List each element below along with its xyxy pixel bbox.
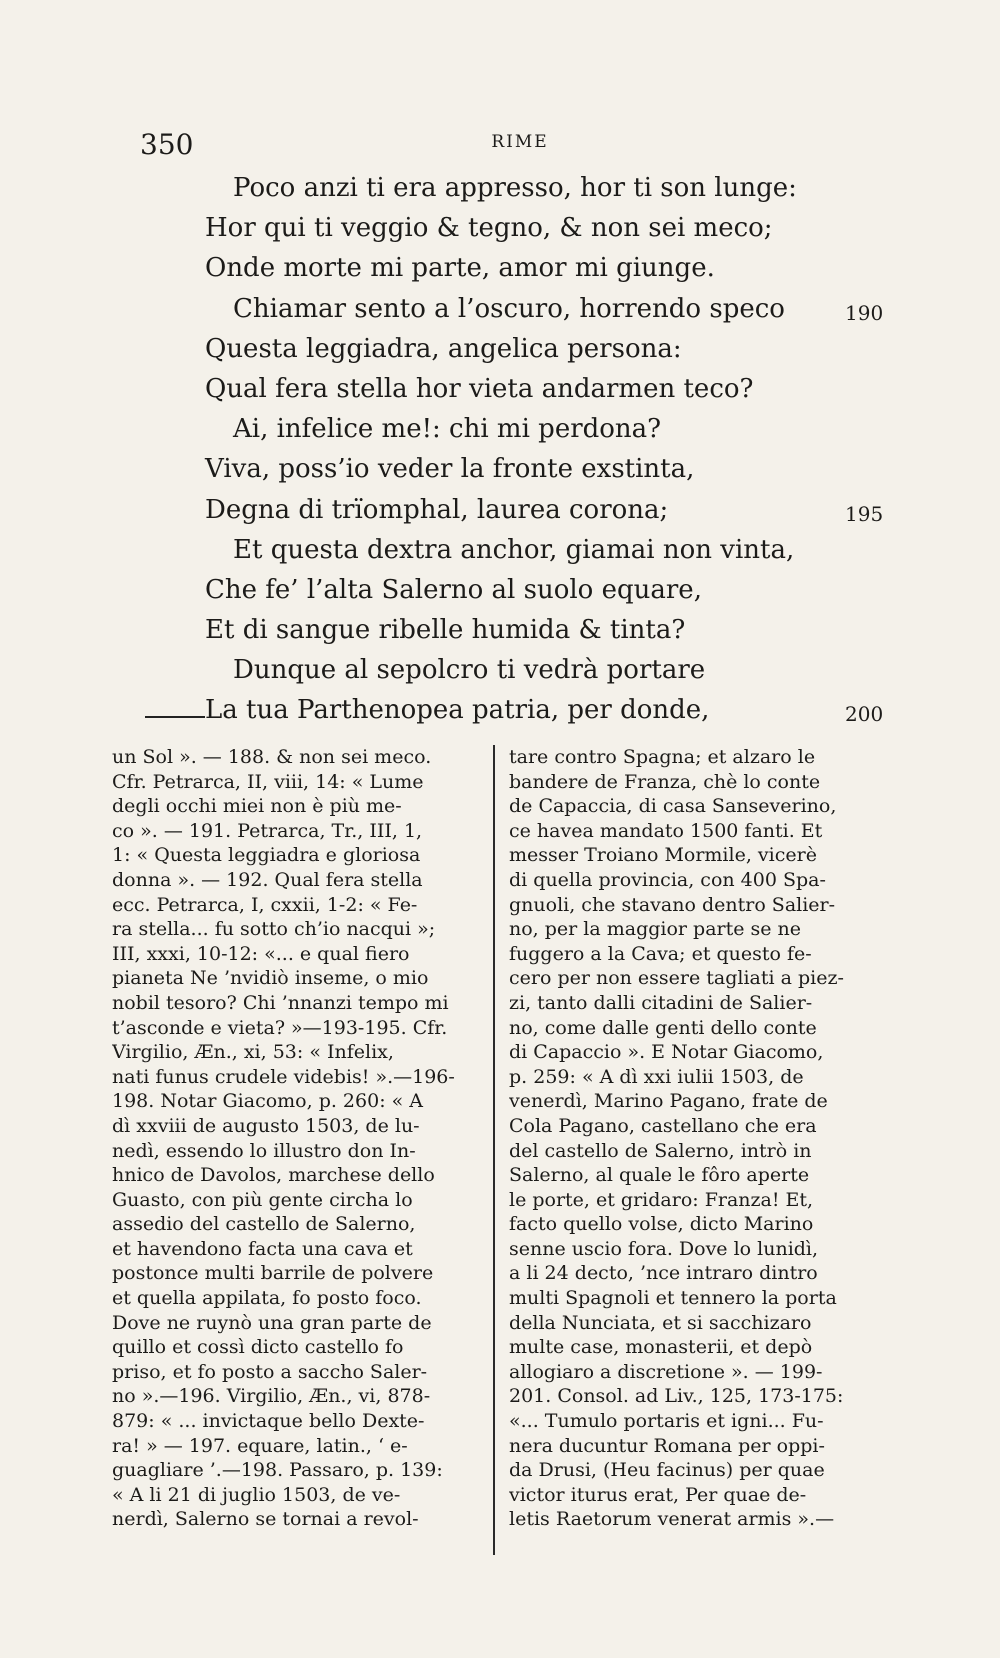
verse-line: [205, 289, 925, 329]
footnote-line: tare contro Spagna; et alzaro le: [509, 746, 816, 768]
footnote-line: no ».—196. Virgilio, Æn., vi, 878-: [112, 1385, 431, 1408]
footnote-line: zi, tanto dalli citadini de Salier-: [509, 991, 813, 1014]
verse-number: 200: [845, 702, 884, 727]
footnote-line: ce havea mandato 1500 fanti. Et: [509, 819, 823, 842]
footnote-line: cero per non essere tagliati a piez-: [509, 967, 844, 990]
verse-text: Et di sangue ribelle humida & tinta?: [205, 615, 686, 646]
verse-number: 195: [845, 501, 884, 526]
verse-line: [205, 369, 925, 409]
verse-text: Questa leggiadra, angelica persona:: [205, 333, 682, 364]
footnote-line: III, xxxi, 10-12: «... e qual fiero: [112, 942, 410, 965]
verse-line: [205, 329, 925, 369]
footnote-line: 201. Consol. ad Liv., 125, 173-175:: [509, 1385, 844, 1408]
footnote-line: quillo et cossì dicto castello fo: [112, 1336, 404, 1359]
footnote-line: dì xxviii de augusto 1503, de lu-: [112, 1114, 420, 1137]
footnote-line: letis Raetorum venerat armis ».—: [509, 1508, 835, 1531]
footnote-line: da Drusi, (Heu facinus) per quae: [509, 1459, 825, 1482]
footnote-line: nerdì, Salerno se tornai a revol-: [112, 1508, 419, 1531]
footnote-line: Guasto, con più gente circha lo: [112, 1188, 413, 1211]
footnote-line: Dove ne ruynò una gran parte de: [112, 1311, 432, 1334]
footnote-line: no, come dalle genti dello conte: [509, 1016, 817, 1039]
footnote-line: venerdì, Marino Pagano, frate de: [509, 1090, 828, 1113]
footnote-line: gnuoli, che stavano dentro Salier-: [509, 893, 836, 916]
verse-text: Hor qui ti veggio & tegno, & non sei meco;: [205, 213, 773, 244]
footnotes: [112, 745, 892, 1605]
footnote-line: multe case, monasterii, et depò: [509, 1336, 813, 1359]
verse-line: [205, 690, 925, 730]
footnotes-right-column: [509, 745, 895, 1595]
footnote-line: de Capaccia, di casa Sanseverino,: [509, 795, 837, 818]
verse-line: [205, 530, 925, 570]
footnote-line: senne uscio fora. Dove lo lunidì,: [509, 1237, 819, 1260]
verse-line: [205, 610, 925, 650]
verse-text: Et questa dextra anchor, giamai non vinta,: [233, 534, 795, 565]
footnote-line: «... Tumulo portaris et igni... Fu-: [509, 1410, 824, 1433]
footnote-line: guagliare ’.—198. Passaro, p. 139:: [112, 1459, 443, 1482]
footnote-line: no, per la maggior parte se ne: [509, 918, 802, 941]
verse-number: 190: [845, 300, 884, 325]
footnote-line: di Capaccio ». E Notar Giacomo,: [509, 1041, 824, 1064]
footnote-line: un Sol ». — 188. & non sei meco.: [112, 746, 432, 768]
footnote-line: Virgilio, Æn., xi, 53: « Infelix,: [112, 1041, 394, 1064]
footnote-line: victor iturus erat, Per quae de-: [509, 1483, 807, 1506]
footnote-line: et havendono facta una cava et: [112, 1237, 413, 1260]
footnote-line: multi Spagnoli et tennero la porta: [509, 1287, 837, 1310]
footnote-line: degli occhi miei non è più me-: [112, 795, 402, 818]
verse-line: [205, 168, 925, 208]
footnote-line: di quella provincia, con 400 Spa-: [509, 868, 826, 891]
footnote-line: postonce multi barrile de polvere: [112, 1262, 434, 1285]
column-divider: [493, 745, 495, 1555]
footnote-line: allogiaro a discretione ». — 199-: [509, 1360, 823, 1383]
verse-text: Viva, poss’io veder la fronte exstinta,: [205, 454, 695, 485]
footnote-line: p. 259: « A dì xxi iulii 1503, de: [509, 1065, 804, 1088]
footnote-line: t’asconde e vieta? »—193-195. Cfr.: [112, 1016, 448, 1039]
verse-line: [205, 570, 925, 610]
verse-text: Ai, infelice me!: chi mi perdona?: [233, 414, 662, 445]
footnote-line: ra stella... fu sotto ch’io nacqui »;: [112, 918, 436, 941]
footnotes-left-column: [112, 745, 477, 1595]
verse-line: [205, 409, 925, 449]
footnote-line: donna ». — 192. Qual fera stella: [112, 868, 423, 891]
verse-text: La tua Parthenopea patria, per donde,: [205, 695, 710, 726]
footnote-line: assedio del castello de Salerno,: [112, 1213, 416, 1236]
footnote-line: del castello de Salerno, intrò in: [509, 1139, 812, 1162]
verse-text: Che fe’ l’alta Salerno al suolo equare,: [205, 574, 702, 605]
verse-line: [205, 449, 925, 489]
footnote-line: nedì, essendo lo illustro don In-: [112, 1139, 416, 1162]
footnote-line: Cola Pagano, castellano che era: [509, 1114, 817, 1137]
footnote-line: pianeta Ne ’nvidiò inseme, o mio: [112, 967, 429, 990]
footnote-line: messer Troiano Mormile, vicerè: [509, 844, 817, 867]
footnote-line: nobil tesoro? Chi ’nnanzi tempo mi: [112, 991, 449, 1014]
footnote-line: facto quello volse, dicto Marino: [509, 1213, 814, 1236]
footnote-line: 198. Notar Giacomo, p. 260: « A: [112, 1090, 424, 1113]
poem-verses: [205, 168, 925, 731]
verse-text: Degna di trïomphal, laurea corona;: [205, 494, 669, 525]
verse-line: [205, 650, 925, 690]
footnote-line: nera ducuntur Romana per oppi-: [509, 1434, 825, 1457]
footnote-line: le porte, et gridaro: Franza! Et,: [509, 1188, 814, 1211]
footnote-line: priso, et fo posto a saccho Saler-: [112, 1360, 428, 1383]
verse-line: [205, 248, 925, 288]
page-header: [140, 128, 900, 168]
running-title: RIME: [491, 132, 549, 152]
footnote-line: ecc. Petrarca, I, cxxii, 1-2: « Fe-: [112, 893, 418, 916]
verse-line: [205, 490, 925, 530]
verse-text: Onde morte mi parte, amor mi giunge.: [205, 253, 715, 284]
footnote-line: della Nunciata, et si sacchizaro: [509, 1311, 812, 1334]
verse-line: [205, 208, 925, 248]
footnote-line: co ». — 191. Petrarca, Tr., III, 1,: [112, 819, 423, 842]
footnote-line: bandere de Franza, chè lo conte: [509, 770, 821, 793]
footnote-line: et quella appilata, fo posto foco.: [112, 1287, 422, 1310]
page-number: 350: [140, 128, 194, 161]
footnote-line: ra! » — 197. equare, latin., ‘ e-: [112, 1434, 408, 1457]
footnote-line: fuggero a la Cava; et questo fe-: [509, 942, 812, 965]
verse-text: Chiamar sento a l’oscuro, horrendo speco: [233, 293, 785, 324]
footnote-rule: [145, 716, 205, 718]
verse-text: Qual fera stella hor vieta andarmen teco?: [205, 373, 754, 404]
footnote-line: Cfr. Petrarca, II, viii, 14: « Lume: [112, 770, 424, 793]
verse-text: Dunque al sepolcro ti vedrà portare: [233, 655, 706, 686]
footnote-line: nati funus crudele videbis! ».—196-: [112, 1065, 455, 1088]
footnote-line: « A li 21 di juglio 1503, de ve-: [112, 1483, 401, 1506]
footnote-line: 879: « ... invictaque bello Dexte-: [112, 1410, 425, 1433]
footnote-line: 1: « Questa leggiadra e gloriosa: [112, 844, 421, 867]
footnote-line: hnico de Davolos, marchese dello: [112, 1164, 435, 1187]
verse-text: Poco anzi ti era appresso, hor ti son lunge:: [233, 173, 797, 203]
footnote-line: a li 24 decto, ’nce intraro dintro: [509, 1262, 818, 1285]
footnote-line: Salerno, al quale le fôro aperte: [509, 1164, 810, 1187]
